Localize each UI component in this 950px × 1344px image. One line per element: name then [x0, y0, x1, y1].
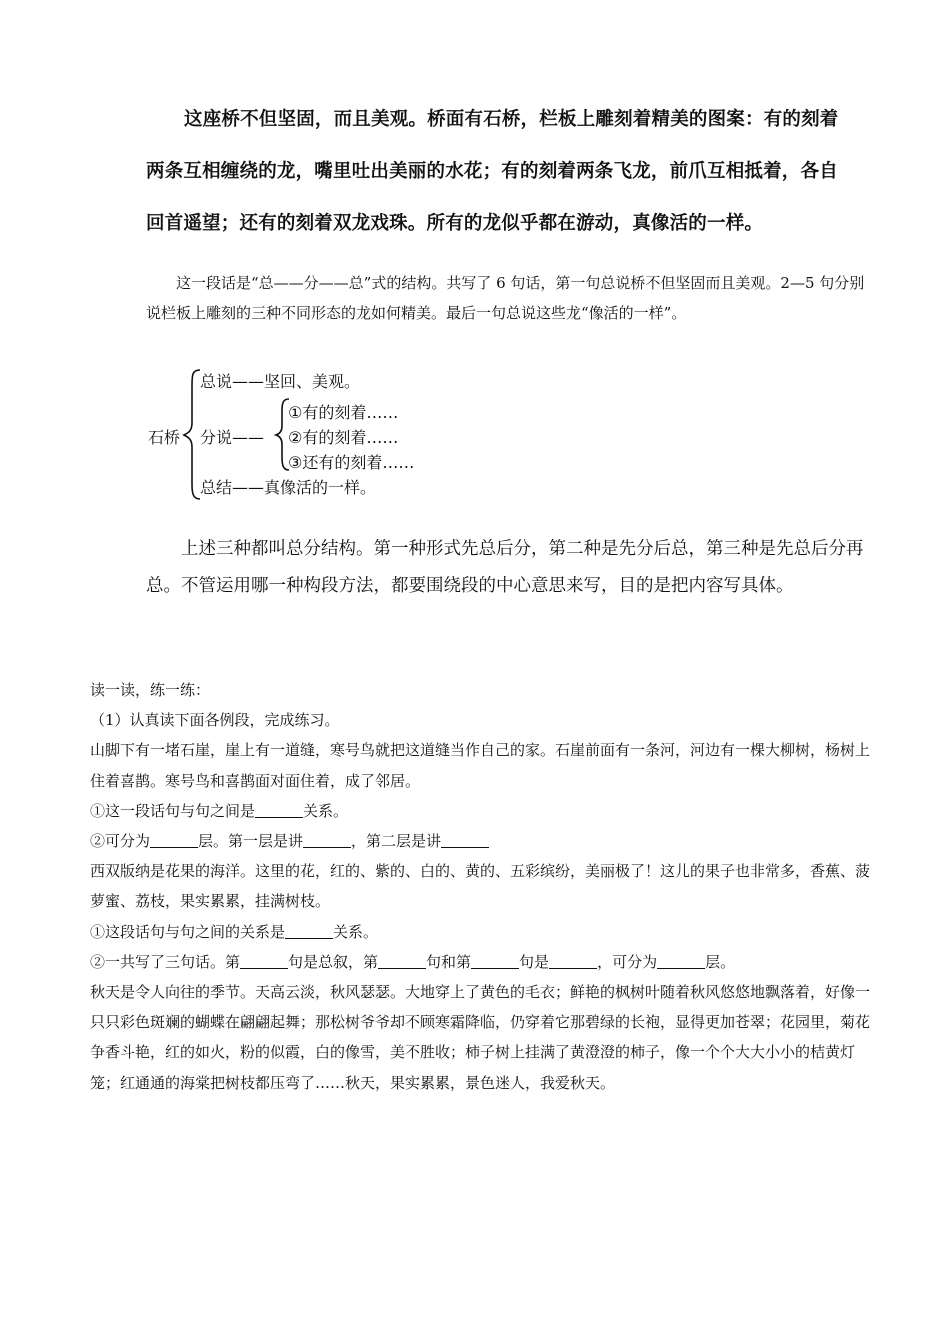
example-paragraph-2: 西双版纳是花果的海洋。这里的花，红的、紫的、白的、黄的、五彩缤纷，美丽极了！这儿的果子也非常多，香蕉、菠萝蜜、荔枝，果实累累，挂满树枝。	[90, 862, 871, 911]
practice-heading: 读一读，练一练：	[90, 681, 211, 699]
diagram-root: 石桥	[148, 428, 181, 447]
analysis-paragraph	[146, 268, 868, 328]
answer-blank[interactable]	[657, 952, 705, 969]
diagram-bottom: 总结——真像活的一样。	[200, 478, 377, 497]
practice-instruction: （1）认真读下面各例段，完成练习。	[90, 711, 340, 730]
answer-blank[interactable]	[255, 801, 303, 818]
example-paragraph-3: 秋天是令人向往的季节。天高云淡，秋风瑟瑟。大地穿上了黄色的毛衣；鲜艳的枫树叶随着秋风悠悠地飘落着，好像一只只彩色斑斓的蝴蝶在翩翩起舞；那松树爷爷却不顾寒霜降临，仍穿着它那碧绿的长袍，显得更加苍翠；花园里，菊花争香斗艳，红的如火，粉的似霞，白的像雪，美不胜收；柿子树上挂满了黄澄澄的柿子，像一个个大大小小的桔黄灯笼；红通通的海棠把树枝都压弯了……秋天，果实累累，景色迷人，我爱秋天。	[90, 983, 871, 1092]
diagram-item-2: ②有的刻着……	[288, 428, 399, 447]
intro-line-3: 回首遥望；还有的刻着双龙戏珠。所有的龙似乎都在游动，真像活的一样。	[146, 213, 764, 234]
answer-blank[interactable]	[150, 831, 198, 848]
outer-brace	[184, 370, 200, 499]
diagram-middle: 分说——	[200, 428, 265, 447]
summary-text: 上述三种都叫总分结构。第一种形式先总后分，第二种是先分后总，第三种是先总后分再总。不管运用哪一种构段方法，都要围绕段的中心意思来写，目的是把内容写具体。	[146, 539, 864, 596]
question-2b: ②一共写了三句话。第 句是总叙，第 句和第 句是 ，可分为 层。	[90, 952, 736, 971]
answer-blank[interactable]	[471, 952, 519, 969]
answer-blank[interactable]	[285, 922, 333, 939]
example-paragraph-1: 山脚下有一堵石崖，崖上有一道缝，寒号鸟就把这道缝当作自己的家。石崖前面有一条河，河边有一棵大柳树，杨树上住着喜鹊。寒号鸟和喜鹊面对面住着，成了邻居。	[90, 741, 871, 790]
answer-blank[interactable]	[441, 831, 489, 848]
diagram-item-1: ①有的刻着……	[288, 403, 399, 422]
question-2a: ①这段话句与句之间的关系是 关系。	[90, 922, 379, 941]
structure-diagram	[148, 363, 458, 503]
diagram-item-3: ③还有的刻着……	[288, 453, 415, 472]
answer-blank[interactable]	[549, 952, 597, 969]
question-1b: ②可分为 层。第一层是讲 ，第二层是讲	[90, 826, 870, 856]
question-1a: ①这一段话句与句之间是 关系。	[90, 801, 349, 820]
intro-paragraph	[146, 94, 868, 250]
summary-paragraph	[146, 531, 868, 605]
diagram-top: 总说——坚回、美观。	[200, 372, 361, 391]
analysis-text: 这一段话是“总——分——总”式的结构。共写了 6 句话，第一句总说桥不但坚固而且美观。2—5 句分别说栏板上雕刻的三种不同形态的龙如何精美。最后一句总说这些龙“像活的一样”。	[146, 274, 865, 322]
intro-line-2: 两条互相缠绕的龙，嘴里吐出美丽的水花；有的刻着两条飞龙，前爪互相抵着，各自	[146, 161, 838, 182]
answer-blank[interactable]	[240, 952, 288, 969]
answer-blank[interactable]	[378, 952, 426, 969]
intro-line-1: 这座桥不但坚固，而且美观。桥面有石桥，栏板上雕刻着精美的图案：有的刻着	[184, 109, 839, 130]
practice-section	[90, 675, 870, 1098]
answer-blank[interactable]	[303, 831, 351, 848]
